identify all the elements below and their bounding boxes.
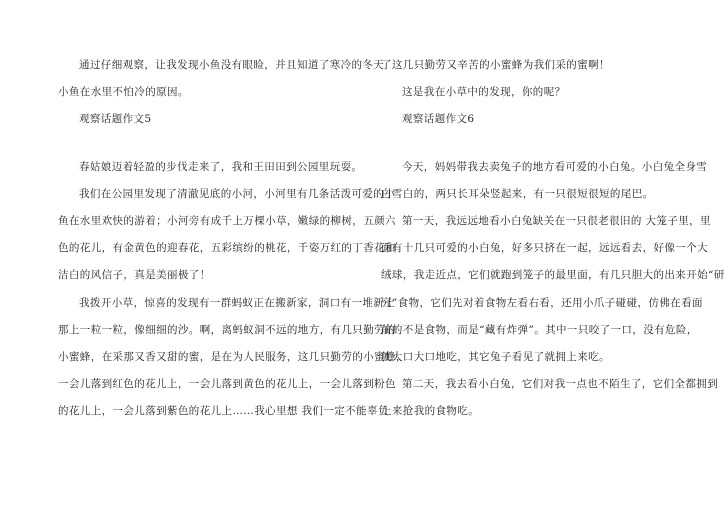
section-heading: 观察话题作文6 <box>402 113 475 126</box>
text-line: 第一天，我远远地看小白兔缺关在一只很老很旧的 大笼子里，里 <box>402 214 711 227</box>
text-line: 的花儿上，一会儿落到紫色的花儿上……我心里想 我们一定不能辜负 <box>58 405 389 418</box>
text-line: 面有十几只可爱的小白兔，好多只挤在一起，远远看去，好像一个大 <box>381 242 708 255</box>
text-line: 那上一粒一粒，像细细的沙。啊，离蚂蚁洞不远的地方，有几只勤劳的 <box>58 323 396 336</box>
text-line: 通过仔细观察，让我发现小鱼没有眼睑，并且知道了寒冷的冬天 <box>79 59 385 71</box>
text-line: 鱼在水里欢快的游着；小河旁有成千上万棵小草，嫩绿的柳树，五颜六 <box>58 214 396 227</box>
section-heading: 观察话题作文5 <box>79 113 152 126</box>
text-line: 我拨开小草，惊喜的发现有一群蚂蚁正在搬新家，洞口有一堆新土 <box>79 296 396 309</box>
text-line: 这是我在小草中的发现，你的呢？ <box>402 86 566 99</box>
text-line: 上来抢我的食物吃。 <box>381 405 480 418</box>
text-line: 就大口大口地吃，其它兔子看见了就拥上来吃。 <box>381 350 610 363</box>
text-line: 小蜜蜂，在采那又香又甜的蜜，是在为人民服务，这几只勤劳的小蜜蜂， <box>58 350 407 363</box>
text-line: 白雪白的，两只长耳朵竖起来，有一只很短很短的尾巴。 <box>381 187 654 200</box>
text-line: 色的花儿，有金黄色的迎春花，五彩缤纷的桃花，千姿万红的丁香花和 <box>58 242 396 255</box>
text-line: 第二天，我去看小白兔，它们对我一点也不陌生了，它们全都拥到 <box>402 378 719 391</box>
text-line: 小鱼在水里不怕冷的原因。 <box>58 86 189 99</box>
text-line: 一会儿落到红色的花儿上，一会儿落到黄色的花儿上，一会儿落到粉色 <box>58 378 396 391</box>
left-column <box>58 52 407 425</box>
paragraph-gap <box>381 134 677 154</box>
paragraph-gap <box>58 134 354 154</box>
text-line: 洁白的风信子，真是美丽极了！ <box>58 269 211 282</box>
text-line: 前的不是食物，而是“藏有炸弹”。其中一只咬了一口，没有危险， <box>381 323 698 336</box>
text-line: 了这几只勤劳又辛苦的小蜜蜂为我们采的蜜啊！ <box>381 59 610 71</box>
text-line: 绒球，我走近点，它们就跑到笼子的最里面，有几只胆大的出来开始“研 <box>381 269 725 282</box>
text-line: 今天，妈妈带我去卖兔子的地方看可爱的小白兔。小白兔全身雪 <box>402 160 708 173</box>
text-line: 春姑娘迈着轻盈的步伐走来了，我和王田田到公园里玩耍。 <box>79 160 363 173</box>
text-line: 我们在公园里发现了清澈见底的小河，小河里有几条活泼可爱的小 <box>79 187 396 200</box>
text-line: 究”食物，它们先对着食物左看右看，还用小爪子碰碰，仿佛在看面 <box>381 296 703 309</box>
right-column <box>381 52 725 425</box>
